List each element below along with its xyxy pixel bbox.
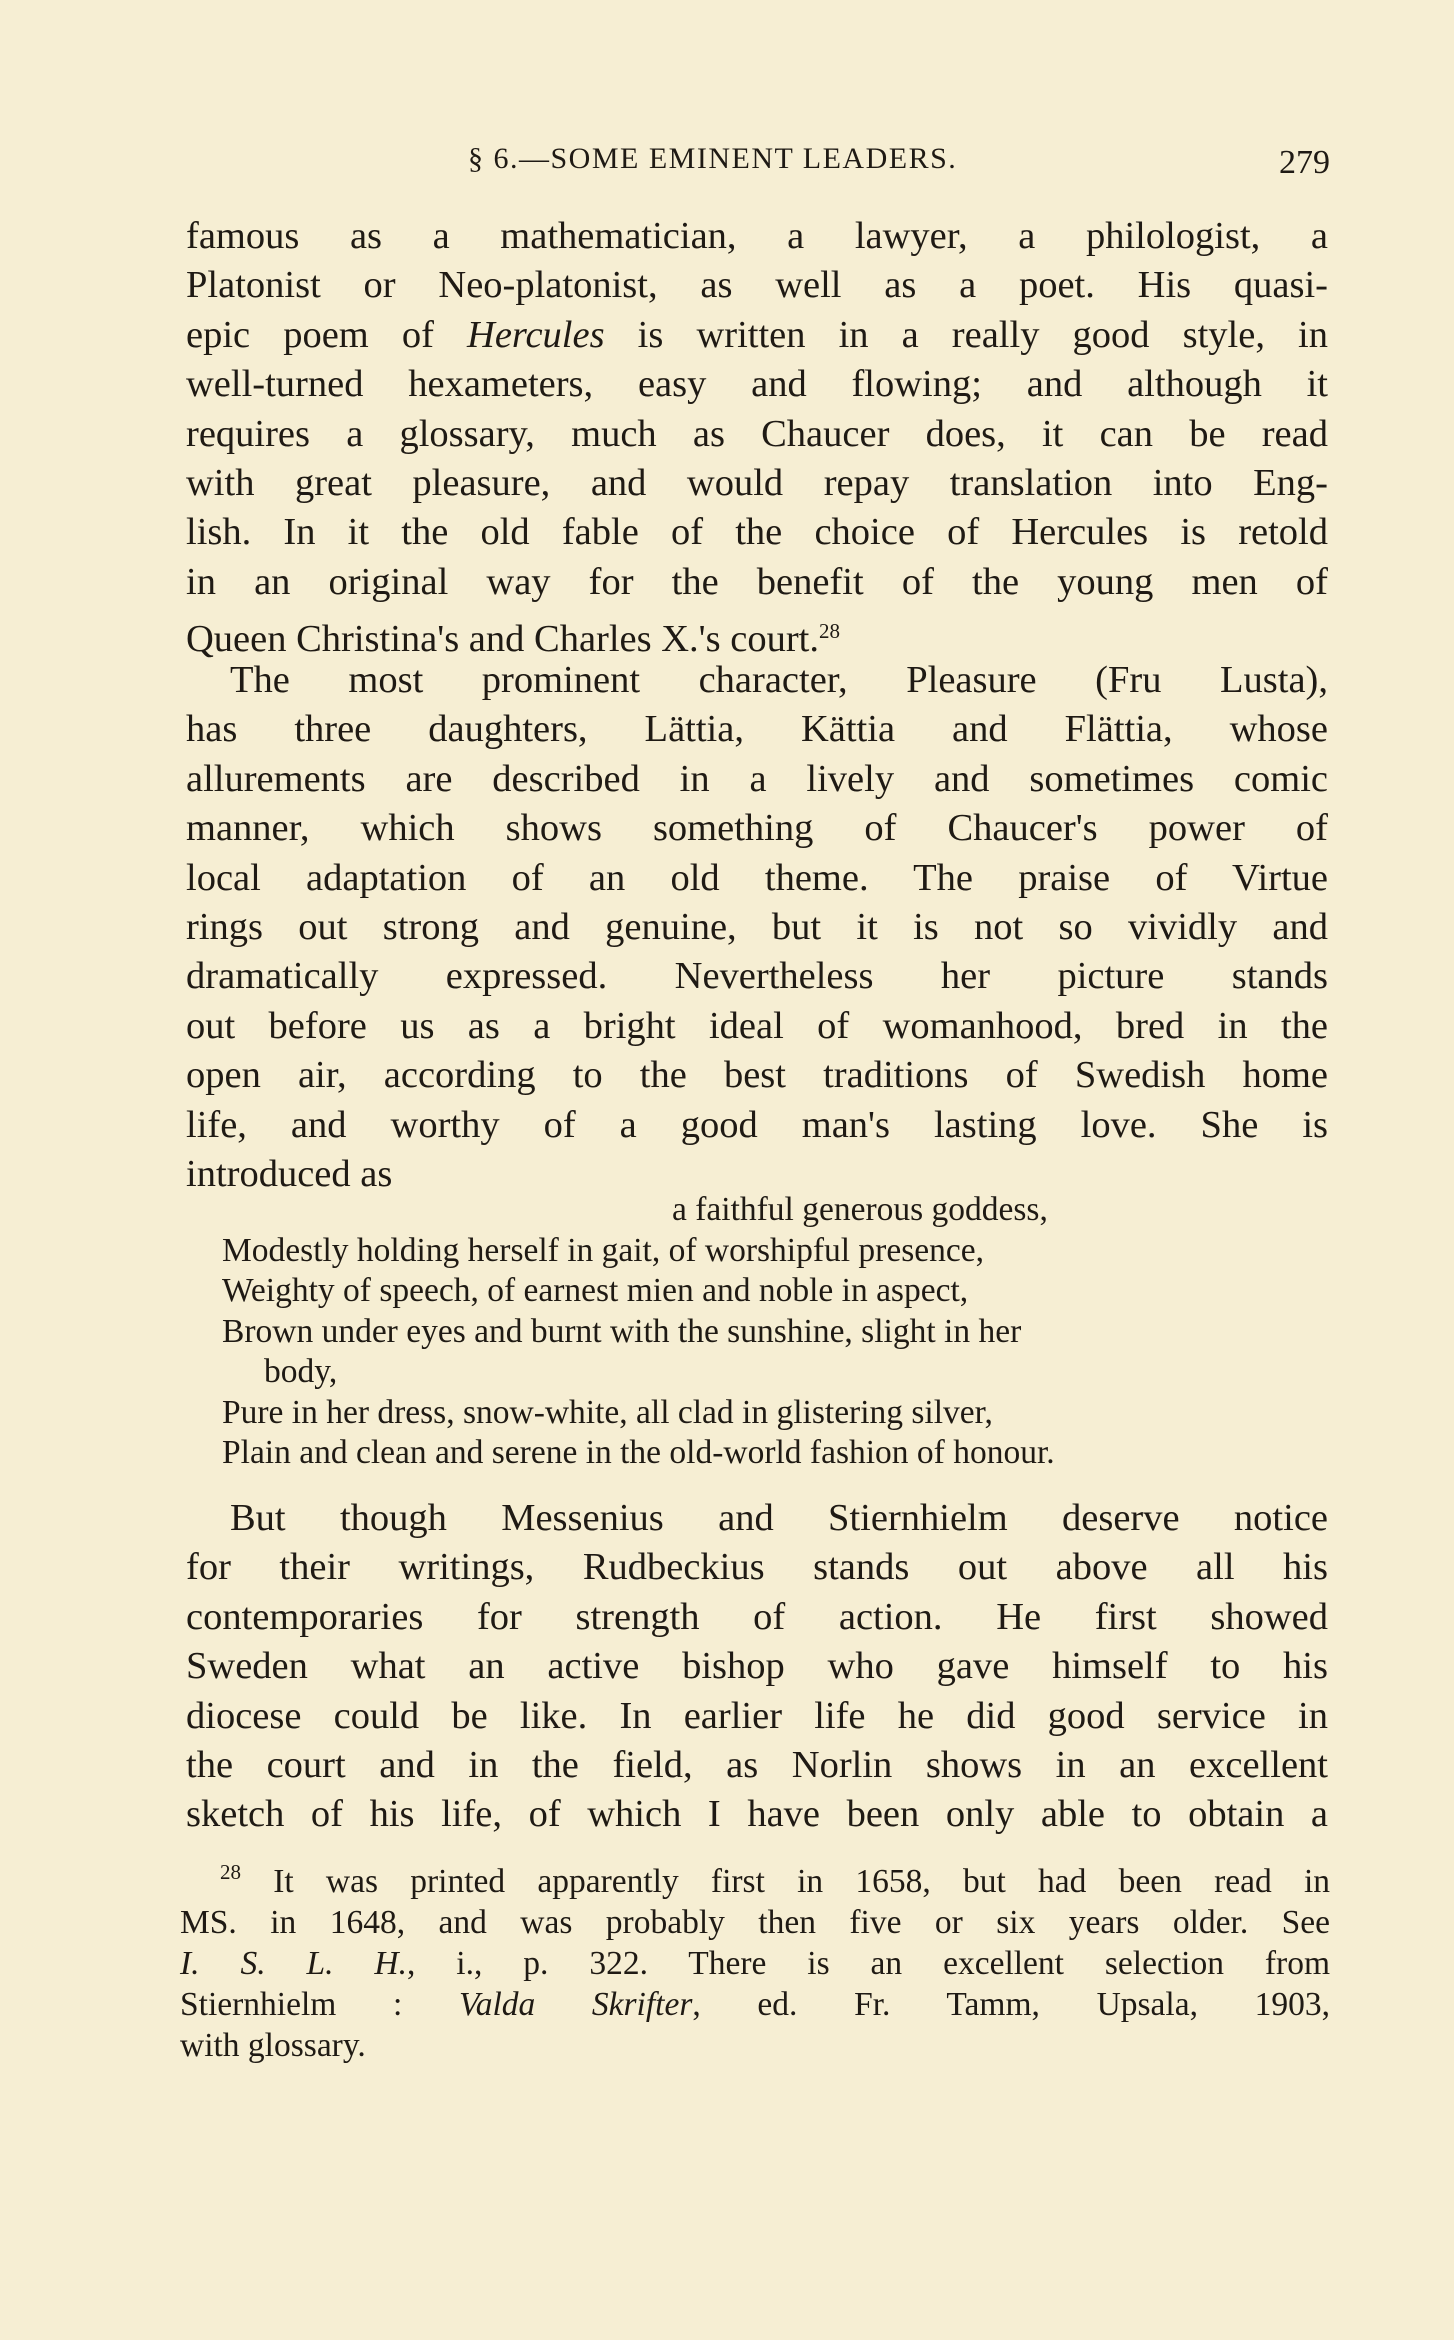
footnote — [180, 1852, 1330, 2066]
verse-line: a faithful generous goddess, — [672, 1191, 1048, 1228]
running-title: § 6.—SOME EMINENT LEADERS. — [468, 142, 958, 175]
text-line: But though Messenius and Stiernhielm deserve notice — [230, 1497, 1328, 1539]
paragraph-hercules — [186, 212, 1328, 665]
footnote-line: MS. in 1648, and was probably then five or six years older. See — [180, 1904, 1330, 1941]
text-line: Queen Christina's and Charles X.'s court.$^{28}$ — [186, 618, 840, 661]
text-line: diocese could be like. In earlier life he did good service in — [186, 1694, 1328, 1737]
text-line: Sweden what an active bishop who gave himself to his — [186, 1645, 1328, 1688]
text-line: famous as a mathematician, a lawyer, a philologist, a — [186, 215, 1328, 257]
text-line: local adaptation of an old theme. The praise of Virtue — [186, 856, 1328, 899]
text-line: in an original way for the benefit of the young men of — [186, 560, 1328, 603]
footnote-line: $^{28}$ It was printed apparently first in 1658, but had been read in — [220, 1860, 1330, 1900]
page-number: 279 — [1279, 144, 1330, 181]
verse-line: Plain and clean and serene in the old-world fashion of honour. — [222, 1434, 1055, 1471]
text-line: rings out strong and genuine, but it is not so vividly and — [186, 906, 1328, 949]
paragraph-pleasure — [186, 656, 1328, 1199]
verse-line: Brown under eyes and burnt with the sunshine, slight in her — [222, 1312, 1022, 1350]
text-line: manner, which shows something of Chaucer's power of — [186, 807, 1328, 850]
footnote-line: Stiernhielm : Valda Skrifter, ed. Fr. Tamm, Upsala, 1903, — [180, 1986, 1330, 2023]
text-line: lish. In it the old fable of the choice of Hercules is retold — [186, 511, 1328, 554]
text-line: allurements are described in a lively and sometimes comic — [186, 757, 1328, 800]
text-line: requires a glossary, much as Chaucer does, it can be read — [186, 412, 1328, 455]
text-line: out before us as a bright ideal of womanhood, bred in the — [186, 1004, 1328, 1047]
text-line: contemporaries for strength of action. He first showed — [186, 1595, 1328, 1638]
work-title: Hercules — [467, 313, 605, 356]
work-title: Valda Skrifter — [458, 1986, 693, 2023]
abbreviation: I. S. L. H. — [180, 1945, 407, 1982]
text-line: epic poem of Hercules is written in a really good style, in — [186, 313, 1328, 356]
text-line: for their writings, Rudbeckius stands out above all his — [186, 1546, 1328, 1589]
verse-line-continuation: body, — [264, 1353, 338, 1390]
text-line: open air, according to the best traditions of Swedish home — [186, 1054, 1328, 1097]
footnote-number: 28 — [220, 1860, 241, 1884]
verse-line: Modestly holding herself in gait, of worshipful presence, — [222, 1231, 984, 1269]
text-line: The most prominent character, Pleasure (Fru Lusta), — [230, 659, 1328, 701]
verse-line: Pure in her dress, snow-white, all clad in glistering silver, — [222, 1393, 993, 1431]
text-line: well-turned hexameters, easy and flowing; and although it — [186, 363, 1328, 406]
text-line: Platonist or Neo-platonist, as well as a poet. His quasi- — [186, 264, 1328, 307]
text-line: has three daughters, Lättia, Kättia and Flättia, whose — [186, 708, 1328, 751]
text-line: life, and worthy of a good man's lasting love. She is — [186, 1103, 1328, 1146]
text-line: sketch of his life, of which I have been only able to obtain a — [186, 1793, 1328, 1836]
footnote-reference: 28 — [818, 619, 840, 644]
text-line: introduced as — [186, 1153, 393, 1196]
text-line: the court and in the field, as Norlin shows in an excellent — [186, 1744, 1328, 1787]
verse-line: Weighty of speech, of earnest mien and noble in aspect, — [222, 1272, 969, 1309]
text-line: with great pleasure, and would repay translation into Eng- — [186, 462, 1328, 505]
text-line: dramatically expressed. Nevertheless her picture stands — [186, 955, 1328, 998]
paragraph-rudbeckius — [186, 1494, 1328, 1840]
footnote-line: with glossary. — [180, 2027, 366, 2064]
running-head — [188, 142, 1330, 190]
verse-quotation — [222, 1190, 1332, 1474]
footnote-line: I. S. L. H., i., p. 322. There is an excellent selection from — [180, 1945, 1331, 1982]
